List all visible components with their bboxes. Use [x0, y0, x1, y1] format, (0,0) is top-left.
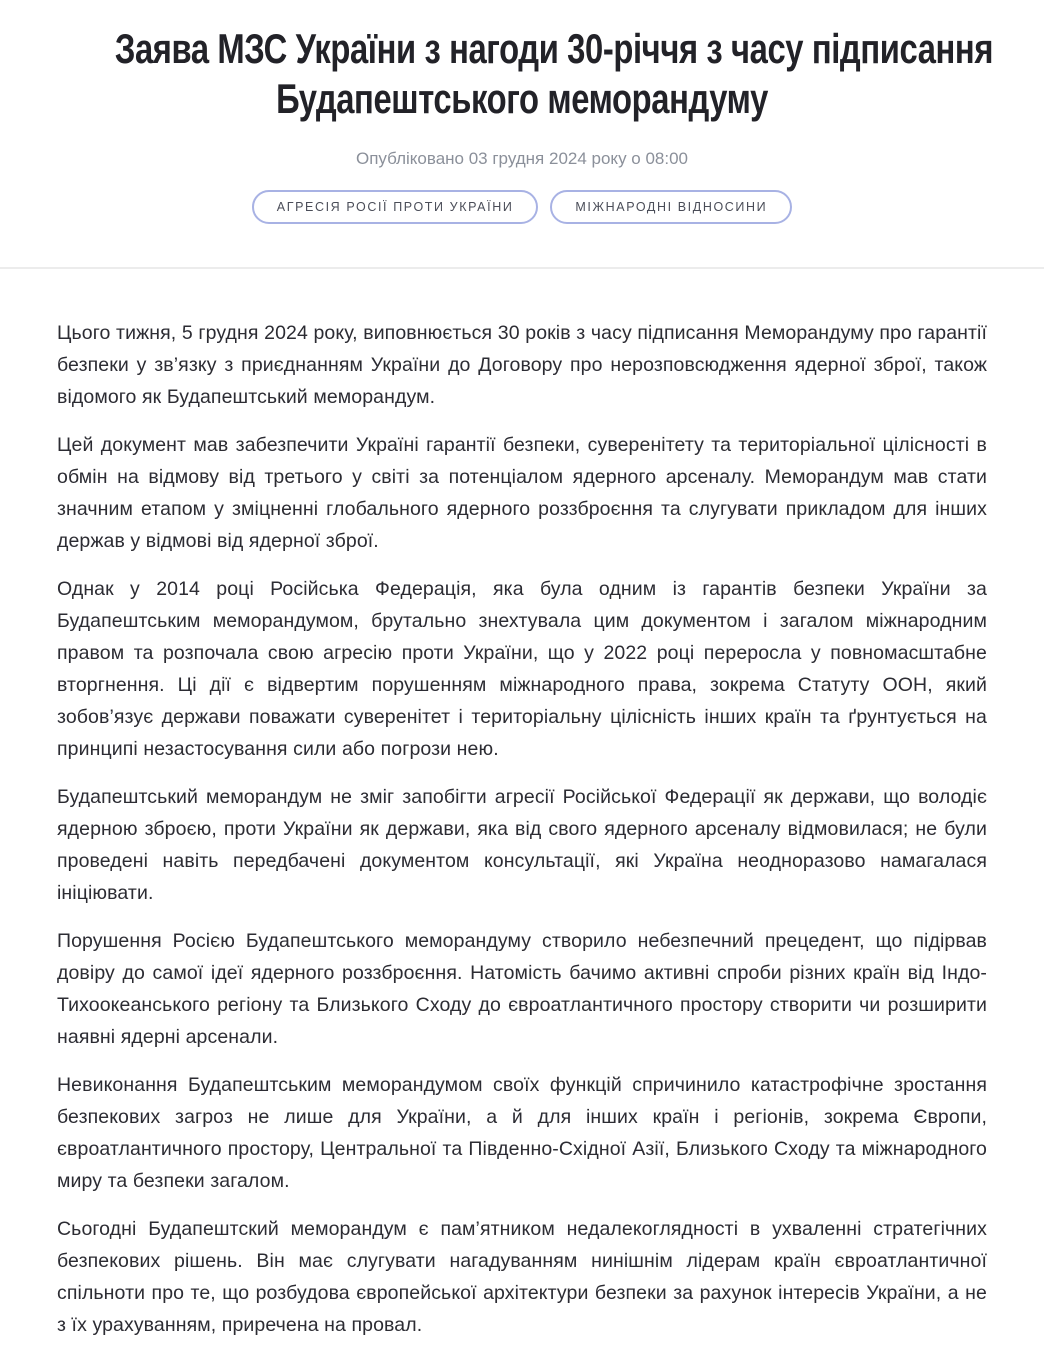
- article-paragraph: Сьогодні Будапештский меморандум є пам’ятником недалекоглядності в ухваленні стратегічних безпекових рішень. Він має слугувати нагадуванням нинішнім лідерам країн євроатлантичної спільноти про те, що розбудова європейської архітектури безпеки за рахунок інтересів України, а не з їх урахуванням, приречена на провал.: [57, 1218, 987, 1336]
- article-paragraph: Будапештський меморандум не зміг запобігти агресії Російської Федерації як держави, що володіє ядерною зброєю, проти України як держави, яка від свого ядерного арсеналу відмовилася; не були проведені навіть передбачені документом консультації, які Україна неодноразово намагалася ініціювати.: [57, 786, 987, 904]
- page-title: [0, 24, 1044, 124]
- article-header: [0, 0, 1044, 224]
- article-body: [0, 269, 1044, 1361]
- tag-aggression-of-russia[interactable]: АГРЕСІЯ РОСІЇ ПРОТИ УКРАЇНИ: [252, 190, 539, 224]
- article-paragraph: Порушення Росією Будапештського меморандуму створило небезпечний прецедент, що підірвав довіру до самої ідеї ядерного роззброєння. Натомість бачимо активні спроби різних країн від Індо-Тихоокеанського регіону та Близького Сходу до євроатлантичного простору створити чи розширити наявні ядерні арсенали.: [57, 930, 987, 1048]
- article-paragraph: Цього тижня, 5 грудня 2024 року, виповнюється 30 років з часу підписання Меморандуму про гарантії безпеки у зв’язку з приєднанням України до Договору про нерозповсюдження ядерної зброї, також відомого як Будапештський меморандум.: [57, 322, 987, 408]
- tag-international-relations[interactable]: МІЖНАРОДНІ ВІДНОСИНИ: [550, 190, 792, 224]
- page-title-line-2: Будапештського меморандуму: [276, 75, 768, 122]
- article-paragraph: Невиконання Будапештським меморандумом своїх функцій спричинило катастрофічне зростання безпекових загроз не лише для України, а й для інших країн і регіонів, зокрема Європи, євроатлантичного простору, Центральної та Південно-Східної Азії, Близького Сходу та міжнародного миру та безпеки загалом.: [57, 1074, 987, 1192]
- page-title-line-1: Заява МЗС України з нагоди 30-річчя з часу підписання: [114, 25, 994, 72]
- article-paragraph: Однак у 2014 році Російська Федерація, яка була одним із гарантів безпеки України за Будапештським меморандумом, брутально знехтувала цим документом і загалом міжнародним правом та розпочала свою агресію проти України, що у 2022 році переросла у повномасштабне вторгнення. Ці дії є відвертим порушенням міжнародного права, зокрема Статуту ООН, який зобов’язує держави поважати суверенітет і територіальну цілісність інших країн та ґрунтується на принципі незастосування сили або погрози нею.: [57, 578, 987, 760]
- article-paragraph: Цей документ мав забезпечити Україні гарантії безпеки, суверенітету та територіальної цілісності в обмін на відмову від третього у світі за потенціалом ядерного арсеналу. Меморандум мав стати значним етапом у зміцненні глобального ядерного роззброєння та слугувати прикладом для інших держав у відмові від ядерної зброї.: [57, 434, 987, 552]
- tags-row: [0, 190, 1044, 224]
- publish-date: Опубліковано 03 грудня 2024 року о 08:00: [355, 149, 689, 168]
